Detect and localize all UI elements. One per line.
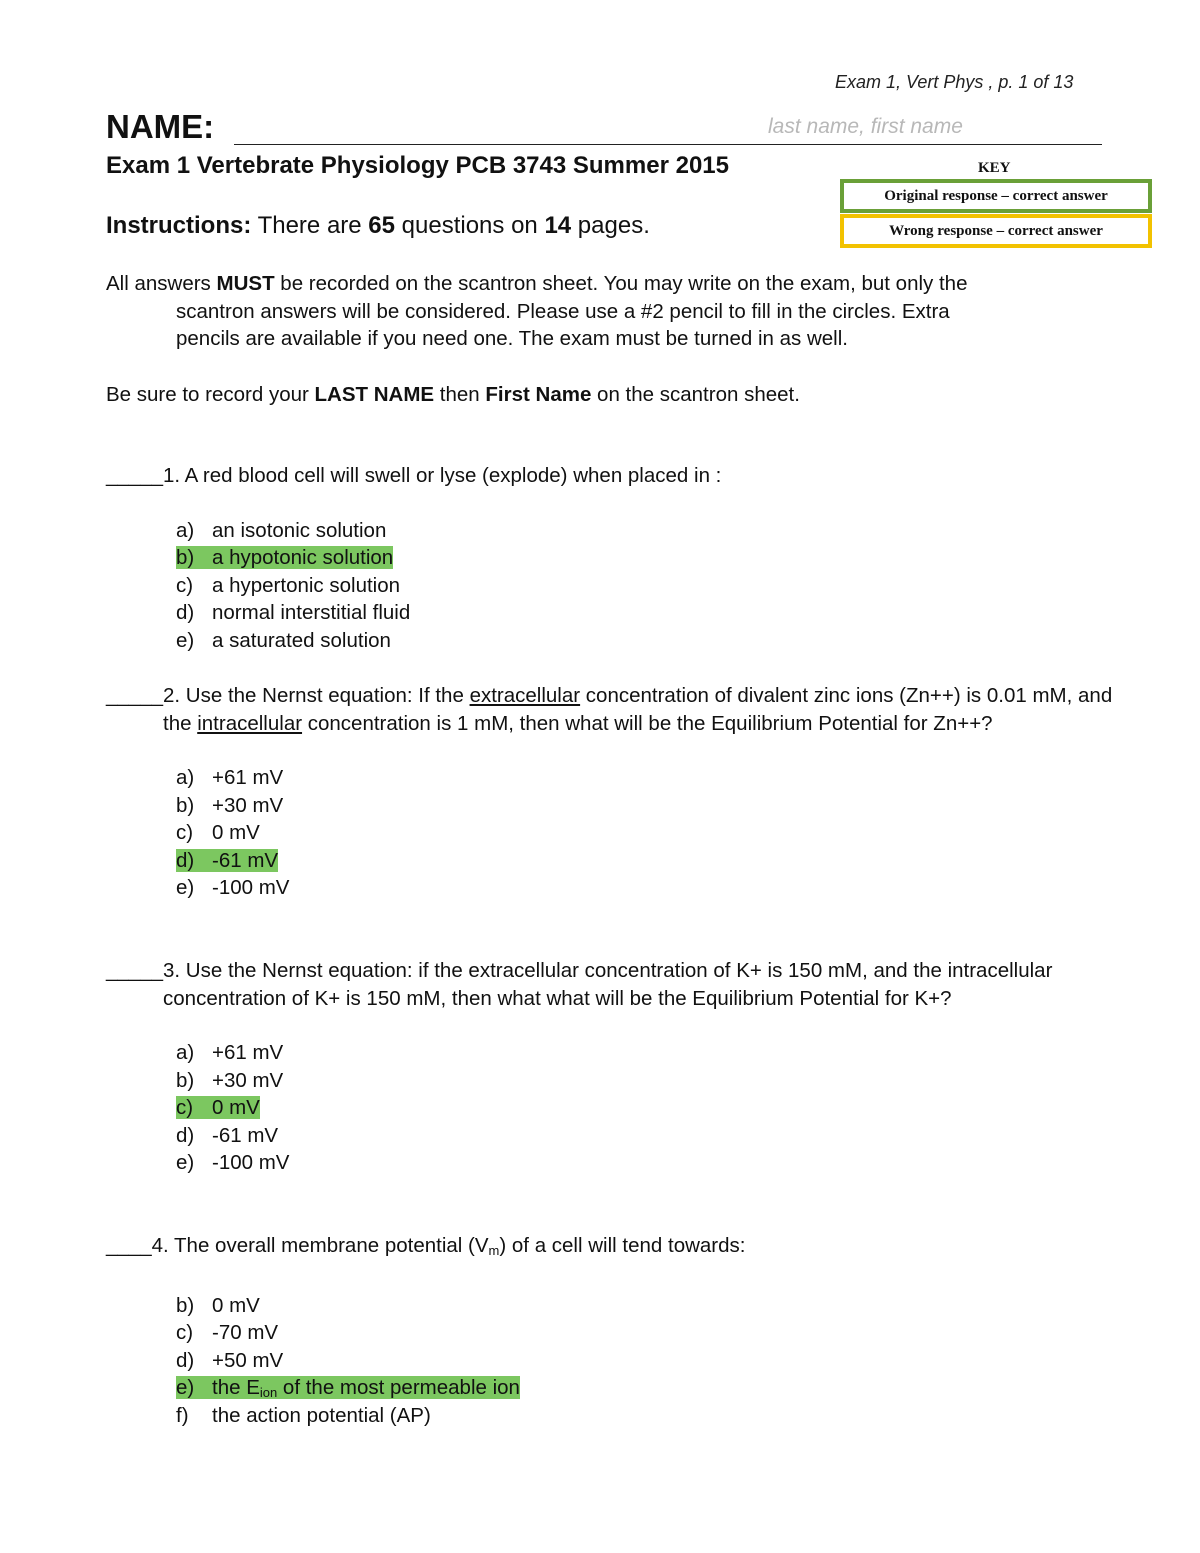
name-row: [106, 108, 1006, 148]
para-bold: MUST: [216, 272, 275, 295]
key-title: KEY: [978, 160, 1011, 176]
option-b[interactable]: [176, 544, 1146, 572]
option-text: an isotonic solution: [212, 518, 387, 542]
para-bold: First Name: [485, 383, 592, 406]
option-letter: e): [176, 1376, 195, 1399]
option-text: the action potential (AP): [212, 1403, 431, 1427]
options-list: [106, 1292, 1146, 1430]
name-placeholder: last name, first name: [768, 115, 963, 138]
key-wrong-box: [840, 214, 1152, 248]
name-instructions: [106, 381, 1136, 409]
option-letter: f): [176, 1403, 189, 1427]
num-questions: 65: [368, 212, 395, 239]
option-text: 0 mV: [212, 1096, 260, 1119]
option-d[interactable]: [176, 1122, 1146, 1150]
option-letter: c): [176, 821, 194, 844]
key-original-box: [840, 179, 1152, 213]
question-text: 1. A red blood cell will swell or lyse (explode) when placed in :: [163, 464, 722, 487]
option-letter: d): [176, 1123, 195, 1147]
option-a[interactable]: [176, 1039, 1146, 1067]
option-text: 0 mV: [212, 1293, 260, 1317]
option-text: 0 mV: [212, 821, 260, 844]
option-label: [176, 574, 400, 597]
option-label: [176, 601, 410, 624]
option-a[interactable]: [176, 764, 1146, 792]
options-list: [106, 764, 1146, 902]
para-text: All answers: [106, 272, 217, 295]
option-text: a hypertonic solution: [212, 573, 401, 597]
para-line: scantron answers will be considered. Please use a #2 pencil to fill in the circles. Extra: [176, 299, 950, 323]
answer-blank: ____: [106, 1234, 152, 1257]
option-letter: b): [176, 546, 195, 569]
subscript: ion: [259, 1385, 278, 1400]
options-list: [106, 517, 1146, 655]
question-2: [106, 682, 1146, 902]
option-letter: a): [176, 518, 195, 542]
option-label: [176, 1321, 278, 1344]
option-text: +30 mV: [212, 793, 284, 817]
para-text: Be sure to record your: [106, 383, 315, 406]
option-text: +30 mV: [212, 1068, 284, 1092]
option-text: -100 mV: [212, 876, 290, 899]
instructions-text: There are: [251, 212, 369, 239]
option-text: -70 mV: [212, 1321, 279, 1344]
option-text: +61 mV: [212, 766, 284, 789]
option-e[interactable]: [176, 627, 1146, 655]
option-a[interactable]: [176, 517, 1146, 545]
option-label: [176, 766, 283, 789]
option-letter: a): [176, 766, 195, 789]
correct-answer-highlight: [176, 1376, 520, 1399]
instructions-label: Instructions:: [106, 212, 252, 239]
key-original-label: Original response – correct answer: [884, 187, 1108, 204]
option-letter: c): [176, 573, 194, 597]
option-label: [176, 1151, 289, 1174]
option-letter: c): [176, 1096, 194, 1119]
option-label: [176, 1294, 260, 1317]
option-label: [176, 1349, 283, 1372]
correct-answer-highlight: [176, 546, 393, 569]
para-text: on the scantron sheet.: [591, 383, 800, 406]
option-letter: a): [176, 1041, 195, 1064]
question-text-part: concentration of divalent zinc ions (Zn++) is 0.01 mM, and the: [163, 684, 1113, 735]
option-text: -100 mV: [212, 1151, 290, 1174]
option-text: -61 mV: [212, 1123, 279, 1147]
option-text: -61 mV: [212, 848, 279, 872]
option-b[interactable]: [176, 1292, 1146, 1320]
option-label: [176, 821, 260, 844]
exam-title: Exam 1 Vertebrate Physiology PCB 3743 Summer 2015: [106, 152, 729, 179]
option-b[interactable]: [176, 792, 1146, 820]
option-letter: d): [176, 1348, 195, 1372]
subscript: m: [488, 1243, 500, 1258]
option-label: [176, 1124, 278, 1147]
question-3: [106, 957, 1146, 1177]
option-e[interactable]: [176, 1149, 1146, 1177]
option-letter: d): [176, 848, 195, 872]
option-letter: b): [176, 1293, 195, 1317]
option-label: [176, 1041, 283, 1064]
option-c[interactable]: [176, 572, 1146, 600]
underlined-term: intracellular: [197, 711, 303, 735]
option-letter: b): [176, 793, 195, 817]
question-4: [106, 1232, 1146, 1429]
option-label: [176, 1069, 283, 1092]
options-list: [106, 1039, 1146, 1177]
answer-instructions: [106, 270, 1136, 353]
option-c[interactable]: [176, 1094, 1146, 1122]
answer-blank: _____: [106, 684, 164, 707]
option-d[interactable]: [176, 1347, 1146, 1375]
option-label: [176, 794, 283, 817]
option-text: normal interstitial fluid: [212, 601, 411, 624]
option-text: a saturated solution: [212, 628, 391, 652]
question-text: 3. Use the Nernst equation: if the extracellular concentration of K+ is 150 mM, and the intracellular concentration of K+ is 150 mM, then what what will be the Equilibrium Potential for K+?: [163, 959, 1053, 1010]
answer-blank: _____: [106, 464, 164, 487]
option-e[interactable]: [176, 1374, 1146, 1402]
option-d[interactable]: [176, 599, 1146, 627]
option-letter: e): [176, 876, 195, 899]
option-text: a hypotonic solution: [212, 546, 394, 569]
para-line: pencils are available if you need one. The exam must be turned in as well.: [176, 327, 848, 350]
page-header: Exam 1, Vert Phys , p. 1 of 13: [835, 72, 1074, 92]
option-b[interactable]: [176, 1067, 1146, 1095]
option-letter: e): [176, 628, 195, 652]
instructions-text: pages.: [571, 212, 650, 239]
option-c[interactable]: [176, 1319, 1146, 1347]
option-c[interactable]: [176, 819, 1146, 847]
option-letter: b): [176, 1068, 195, 1092]
correct-answer-highlight: [176, 849, 278, 872]
correct-answer-highlight: [176, 1096, 260, 1119]
para-text: then: [434, 383, 486, 406]
instructions-text: questions on: [395, 212, 545, 239]
option-d[interactable]: [176, 847, 1146, 875]
option-label: [176, 629, 391, 652]
option-e[interactable]: [176, 874, 1146, 902]
question-text: [163, 682, 1146, 737]
option-label: [176, 876, 289, 899]
question-text-part: ) of a cell will tend towards:: [499, 1234, 746, 1257]
name-field[interactable]: [234, 144, 1102, 145]
key-wrong-label: Wrong response – correct answer: [889, 222, 1103, 239]
option-text: +61 mV: [212, 1041, 284, 1064]
num-pages: 14: [544, 212, 572, 239]
para-text: be recorded on the scantron sheet. You may write on the exam, but only the: [274, 272, 968, 295]
option-letter: d): [176, 601, 195, 624]
instructions: [106, 212, 650, 240]
question-text-part: 2. Use the Nernst equation: If the: [163, 684, 470, 707]
option-text: of the most permeable ion: [277, 1376, 520, 1399]
name-label: NAME:: [106, 108, 215, 145]
para-bold: LAST NAME: [314, 383, 435, 406]
question-text-part: 4. The overall membrane potential (V: [151, 1234, 489, 1257]
option-f[interactable]: [176, 1402, 1146, 1430]
question-text-part: concentration is 1 mM, then what will be the Equilibrium Potential for Zn++?: [302, 711, 993, 735]
option-label: [176, 519, 386, 542]
question-1: [106, 462, 1146, 654]
option-letter: c): [176, 1321, 194, 1344]
option-label: [176, 1404, 431, 1427]
answer-blank: _____: [106, 959, 164, 982]
question-text: [152, 1232, 1146, 1265]
option-text: +50 mV: [212, 1348, 284, 1372]
option-text: the E: [212, 1376, 260, 1399]
underlined-term: extracellular: [469, 684, 581, 707]
option-letter: e): [176, 1151, 195, 1174]
